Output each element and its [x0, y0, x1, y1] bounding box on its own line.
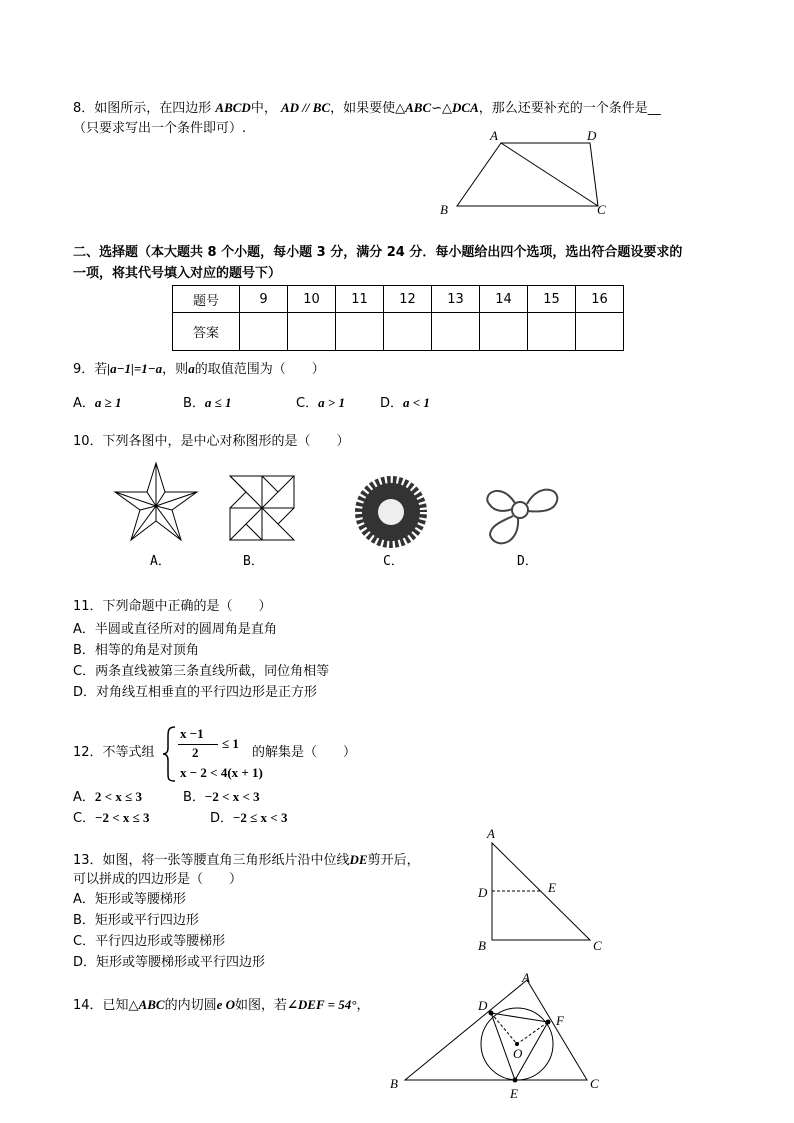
- math: ABC: [405, 100, 432, 115]
- incircle-figure: [405, 980, 587, 1082]
- fraction-numerator: x −1: [180, 726, 204, 741]
- q9-stem: [73, 361, 325, 378]
- math: a: [188, 361, 195, 376]
- q10-label-d: D．: [517, 554, 538, 569]
- inequality-1-tail: ≤ 1: [222, 736, 239, 751]
- q9-option-b: B．a ≤ 1: [183, 395, 232, 411]
- q9-option-a: A．a ≥ 1: [73, 395, 122, 411]
- label-e: E: [510, 1086, 518, 1101]
- q9-option-c: C．a > 1: [296, 395, 345, 411]
- answer-cell[interactable]: [240, 313, 288, 351]
- q13-line2: 可以拼成的四边形是（ ）: [73, 872, 243, 887]
- label-d: D: [587, 128, 597, 143]
- label-c: C: [597, 202, 606, 217]
- math: AD // BC: [280, 100, 331, 115]
- label-e: E: [548, 880, 556, 895]
- pinwheel-figure: [230, 476, 294, 540]
- label-a: A: [487, 826, 495, 841]
- number-cell: 11: [336, 286, 384, 313]
- q12-stem-tail: 的解集是（ ）: [252, 745, 357, 760]
- label-c: C: [593, 938, 602, 953]
- q11-option-b: B．相等的角是对顶角: [73, 643, 199, 658]
- number-cell: 9: [240, 286, 288, 313]
- label-a: A: [490, 128, 498, 143]
- answer-cell[interactable]: [384, 313, 432, 351]
- text: ，则: [162, 362, 189, 377]
- text: ，那么还要补充的一个条件是__: [478, 101, 661, 116]
- q12-option-c: C．−2 < x ≤ 3: [73, 810, 150, 826]
- q12-option-a: A．2 < x ≤ 3: [73, 789, 142, 805]
- number-cell: 16: [576, 286, 624, 313]
- q10-label-a: A．: [150, 554, 171, 569]
- answer-cell[interactable]: [336, 313, 384, 351]
- number-cell: 14: [480, 286, 528, 313]
- math: DCA: [452, 100, 479, 115]
- answer-cell[interactable]: [576, 313, 624, 351]
- number-cell: 12: [384, 286, 432, 313]
- text: ∽△: [431, 101, 453, 116]
- answer-cell[interactable]: [528, 313, 576, 351]
- q13-line1: 13．如图，将一张等腰直角三角形纸片沿中位线DE剪开后，: [73, 852, 420, 868]
- q14-stem: 14．已知△ABC的内切圆e O如图，若∠DEF = 54°，: [73, 997, 370, 1013]
- gear-disc-figure: [355, 476, 427, 548]
- label-o: O: [513, 1046, 523, 1061]
- answer-cell[interactable]: [288, 313, 336, 351]
- q11-option-d: D．对角线互相垂直的平行四边形是正方形: [73, 685, 318, 700]
- text: ，如果要使△: [330, 101, 406, 116]
- q9-option-d: D．a < 1: [380, 395, 430, 411]
- fan-figure: [487, 490, 557, 544]
- q13-option-b: B．矩形或平行四边形: [73, 913, 199, 928]
- section-heading: 二、选择题（本大题共 8 个小题，每小题 3 分，满分 24 分．每小题给出四个选项，选出符合题设要求的: [73, 245, 683, 260]
- fraction-denominator: 2: [192, 745, 199, 760]
- trapezoid-figure: [457, 143, 598, 206]
- brace-icon: [163, 727, 175, 781]
- q13-option-d: D．矩形或等腰梯形或平行四边形: [73, 955, 266, 970]
- header-cell: 题号: [173, 286, 240, 313]
- label-d: D: [478, 885, 488, 900]
- inequality-2: x − 2 < 4(x + 1): [180, 765, 263, 780]
- math: ABCD: [215, 100, 251, 115]
- section-heading-cont: 一项，将其代号填入对应的题号下）: [73, 266, 282, 281]
- text: 9．若: [73, 362, 108, 377]
- answer-label-cell: 答案: [173, 313, 240, 351]
- q13-option-c: C．平行四边形或等腰梯形: [73, 934, 226, 949]
- label-b: B: [478, 938, 486, 953]
- answer-cell[interactable]: [480, 313, 528, 351]
- text: 中，: [250, 101, 277, 116]
- label-a: A: [522, 970, 530, 985]
- q12-option-b: B．−2 < x < 3: [183, 789, 260, 805]
- q8-line2: （只要求写出一个条件即可）.: [73, 121, 247, 136]
- q13-option-a: A．矩形或等腰梯形: [73, 892, 186, 907]
- label-f: F: [556, 1013, 564, 1028]
- answer-table: [172, 285, 624, 351]
- q11-option-a: A．半圆或直径所对的圆周角是直角: [73, 622, 277, 637]
- answer-cell[interactable]: [432, 313, 480, 351]
- math: |a−1|=1−a: [107, 361, 163, 376]
- q12-option-d: D．−2 ≤ x < 3: [210, 810, 288, 826]
- text: 的取值范围为（ ）: [194, 362, 325, 377]
- label-d: D: [478, 998, 488, 1013]
- q12-stem: 12．不等式组: [73, 745, 155, 760]
- q10-label-c: C．: [383, 554, 404, 569]
- number-cell: 15: [528, 286, 576, 313]
- label-c: C: [590, 1076, 599, 1091]
- q11-stem: 11．下列命题中正确的是（ ）: [73, 599, 272, 614]
- number-cell: 13: [432, 286, 480, 313]
- q10-label-b: B．: [243, 554, 264, 569]
- right-triangle-figure: [492, 843, 590, 940]
- text: 8．如图所示，在四边形: [73, 101, 212, 116]
- q10-stem: 10．下列各图中，是中心对称图形的是（ ）: [73, 434, 350, 449]
- q11-option-c: C．两条直线被第三条直线所截，同位角相等: [73, 664, 330, 679]
- number-cell: 10: [288, 286, 336, 313]
- label-b: B: [390, 1076, 398, 1091]
- star-figure: [115, 463, 197, 540]
- label-b: B: [440, 202, 448, 217]
